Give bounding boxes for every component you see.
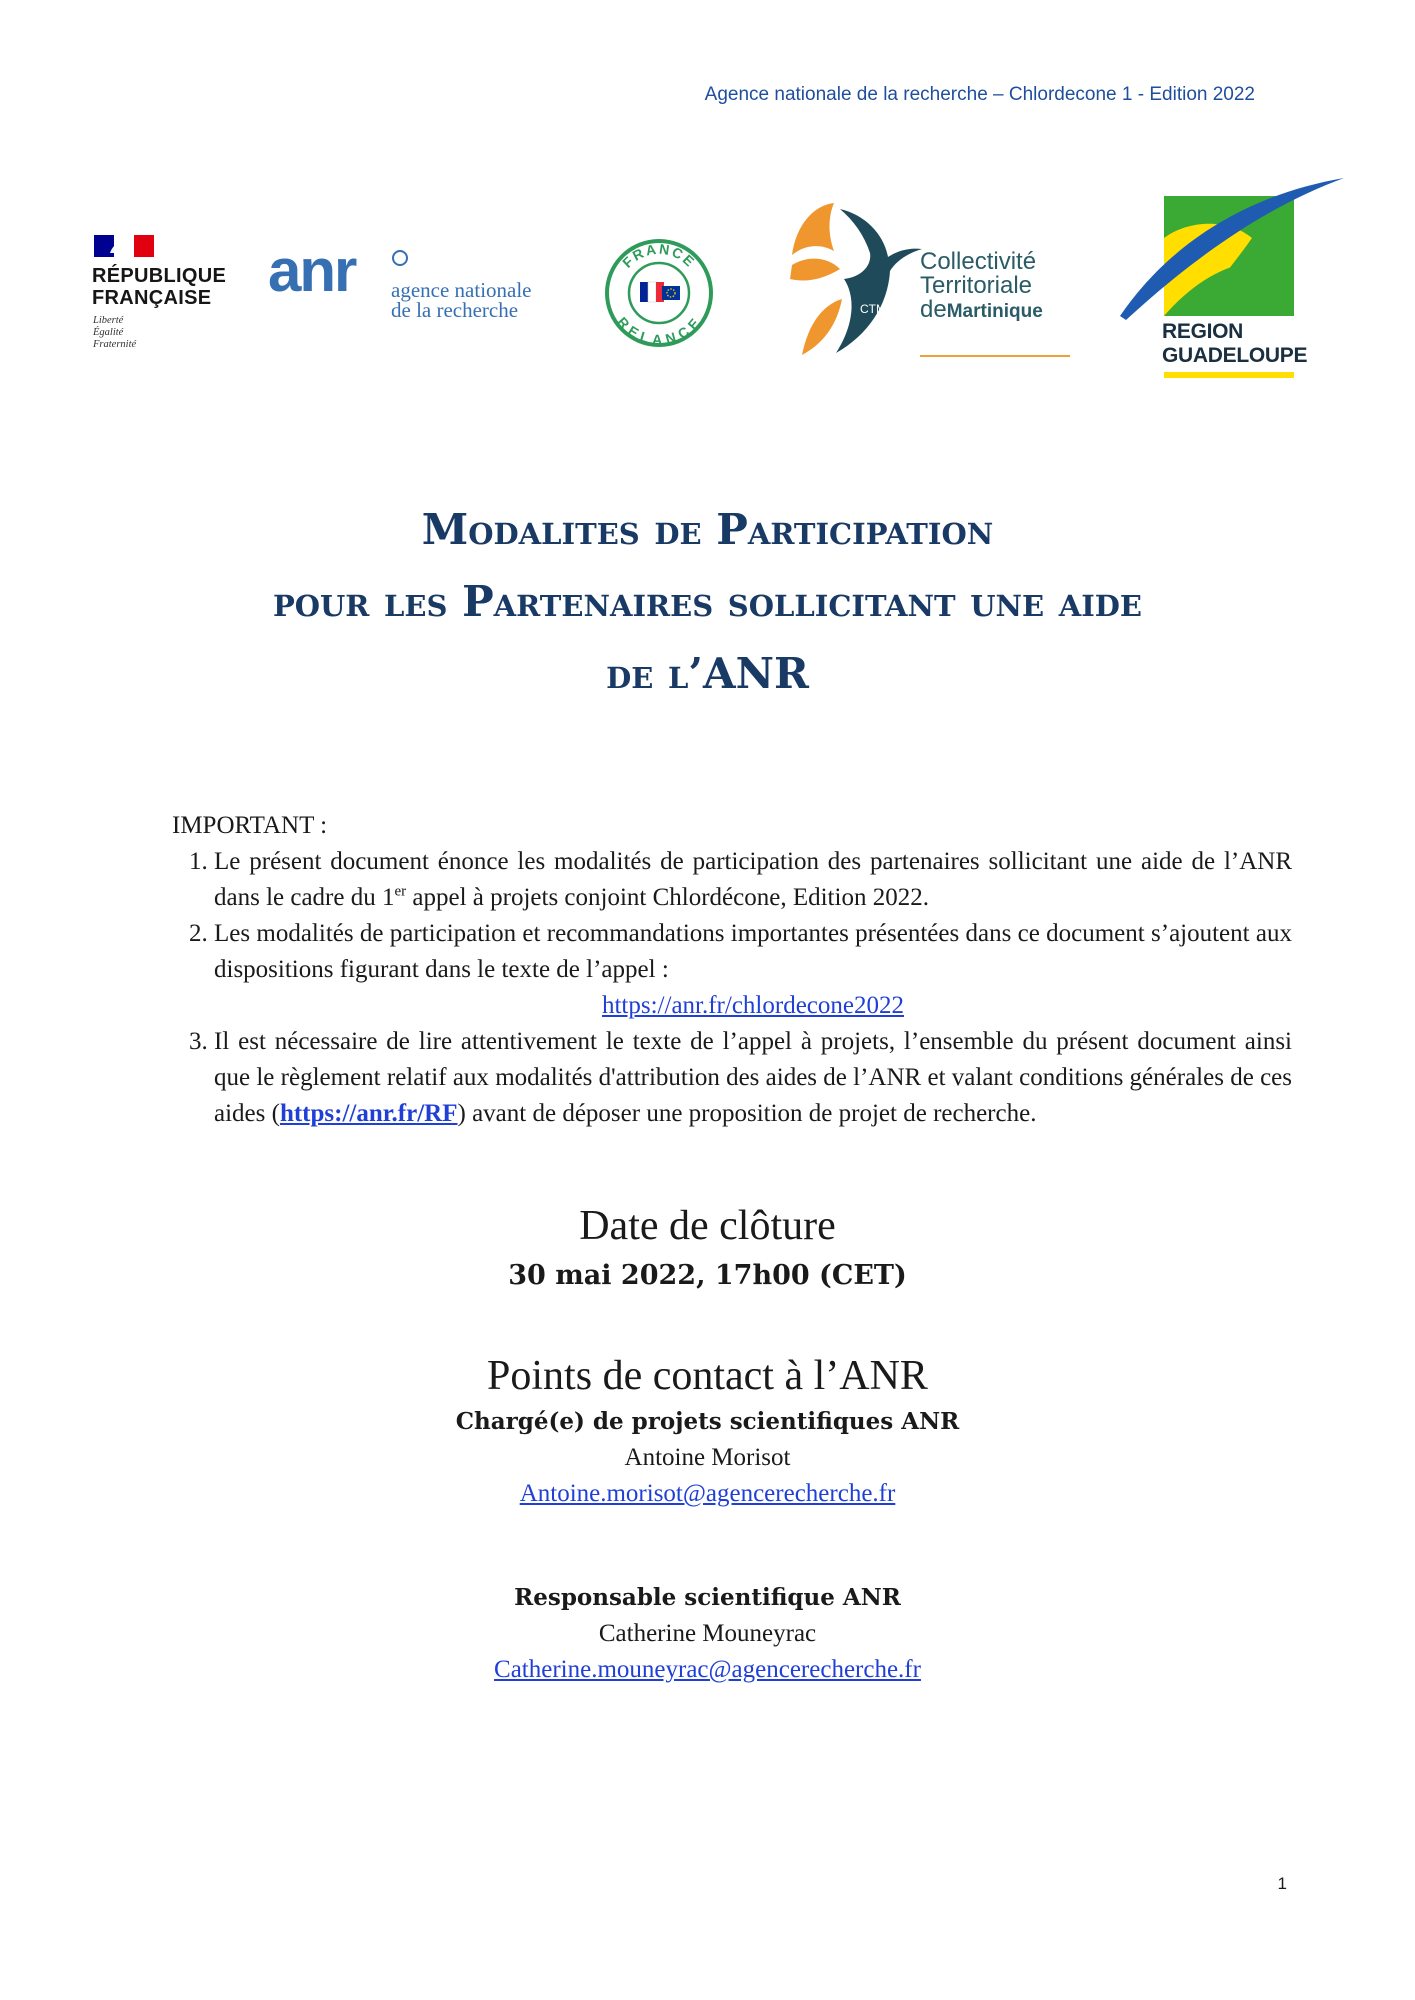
ctm-badge: CTM [860, 302, 886, 316]
contact-role: Responsable scientifique ANR [514, 1584, 901, 1611]
marianne-flag-icon [94, 235, 154, 257]
ctm-line1: Collectivité [920, 248, 1037, 275]
ctm-underline [920, 355, 1070, 357]
list-item: 1. Le présent document énonce les modalités de participation des partenaires sollicitant une aide de l’ANR dans le cadre du 1er appel à projets conjoint Chlordécone, Edition 2022. [214, 844, 1292, 916]
document-title [0, 494, 1415, 710]
contacts-title: Points de contact à l’ANR [487, 1353, 928, 1399]
contact-scientific-lead [0, 1580, 1415, 1688]
contact-email-link[interactable]: Antoine.morisot@agencerecherche.fr [519, 1480, 896, 1507]
ctm-name [920, 250, 1043, 324]
republique-motto: Liberté Égalité Fraternité [93, 315, 137, 350]
ctm-line3-bold: Martinique [946, 301, 1043, 322]
title-line-1: Modalites de Participation [421, 505, 994, 554]
contact-name: Antoine Morisot [624, 1444, 791, 1471]
registered-mark-icon [392, 250, 408, 266]
anr-logo-fullname: agence nationale de la recherche [391, 278, 532, 322]
france-relance-top: FRANCE [619, 240, 699, 271]
title-line-2: pour les Partenaires sollicitant une aide [272, 577, 1143, 626]
anr-logo [268, 237, 568, 330]
ctm-logo [784, 195, 1074, 365]
important-section [172, 808, 1292, 1132]
closing-date-value: 30 mai 2022, 17h00 (CET) [508, 1260, 907, 1291]
anr-logo-word: anr [268, 237, 356, 304]
republique-name: RÉPUBLIQUE FRANÇAISE [92, 265, 227, 309]
contact-project-officer [0, 1404, 1415, 1512]
title-line-3: de l’ANR [606, 649, 809, 698]
partner-logos [0, 170, 1415, 380]
contact-name: Catherine Mouneyrac [598, 1620, 817, 1647]
france-relance-logo [604, 238, 714, 348]
republique-francaise-logo [92, 235, 242, 365]
anr-rf-link[interactable]: https://anr.fr/RF [279, 1100, 458, 1127]
page-number: 1 [1277, 1874, 1287, 1893]
contact-email-link[interactable]: Catherine.mouneyrac@agencerecherche.fr [494, 1656, 921, 1683]
list-item: 3. Il est nécessaire de lire attentivement le texte de l’appel à projets, l’ensemble du présent document ainsi que le règlement relatif aux modalités d'attribution des aides de l’ANR et valant conditions générales de ces aides (https://anr.fr/RF) avant de déposer une proposition de projet de recherche. [214, 1024, 1292, 1132]
region-guadeloupe-logo [1118, 178, 1348, 378]
ctm-line2: Territoriale [920, 272, 1033, 299]
closing-date-title: Date de clôture [579, 1203, 836, 1249]
important-list [172, 844, 1292, 1132]
hummingbird-icon [784, 195, 924, 365]
important-label: IMPORTANT : [172, 812, 328, 839]
contact-role: Chargé(e) de projets scientifiques ANR [455, 1408, 960, 1435]
france-relance-bottom: RELANCE [614, 313, 704, 348]
running-header: Agence nationale de la recherche – Chlordecone 1 - Edition 2022 [704, 84, 1255, 105]
list-item: 2. Les modalités de participation et recommandations importantes présentées dans ce document s’ajoutent aux dispositions figurant dans le texte de l’appel : https://anr.fr/chlordecone2022 [214, 916, 1292, 1024]
chlordecone-call-link[interactable]: https://anr.fr/chlordecone2022 [601, 992, 904, 1019]
ctm-line3-prefix: de [920, 296, 947, 323]
region-name: REGION GUADELOUPE [1162, 320, 1308, 367]
